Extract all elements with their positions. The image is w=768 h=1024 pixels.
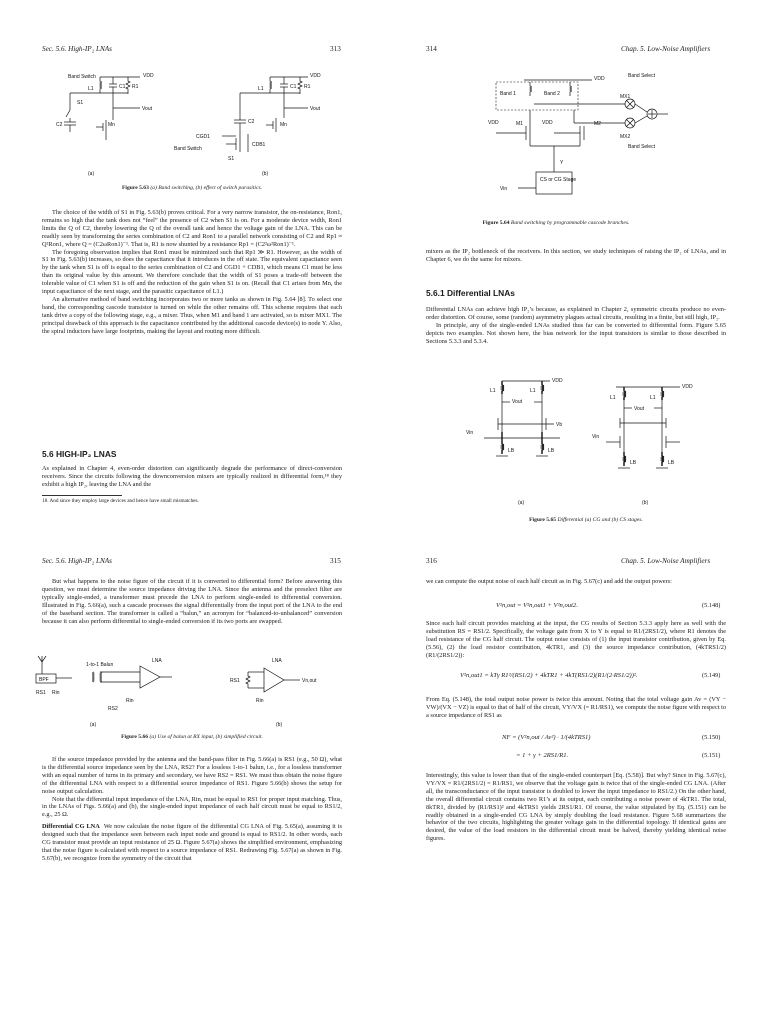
label-lb-a2: LB: [548, 448, 555, 454]
paragraph: Note that the differential input impedance of the LNA, Rin, must be equal to RS1 for proper input matching. Thus, in the LNAs of Figs. 5.66(a) and (b), the single-ended input impedance of each half circuit must be equal to RS1/2, e.g., 25 Ω.: [42, 795, 342, 819]
section-body: [426, 306, 726, 346]
label-band2: Band 2: [544, 91, 560, 97]
header-title: Chap. 5. Low-Noise Amplifiers: [621, 45, 711, 53]
caption-text: Band switching by programmable cascode branches.: [510, 220, 630, 226]
page-314: [384, 0, 768, 523]
label-band-select-bot: Band Select: [628, 144, 655, 150]
subsection-heading: Differential CG LNA: [42, 823, 100, 831]
figure-5-63-circuit: [0, 60, 384, 180]
subsection-text: We now calculate the noise figure of the differential CG LNA of Fig. 5.65(a), assuming it is designed such that the impedance seen between each input node and ground is equal to RS1/2. In other words, each CG transistor must provide an input resistance of 25 Ω. Figure 5.67(a) shows the simplified environment, emphasizing that the noise figure is calculated with respect to a source impedance of RS1. Redrawing Fig. 5.67(a) as shown in Fig. 5.67(b), we recognize from the symmetry of the circuit that: [42, 823, 342, 862]
body-text: [42, 209, 342, 336]
equation-number: (5.150): [702, 734, 721, 741]
running-header: [42, 557, 342, 565]
fig-a-label: (a): [88, 171, 95, 177]
label-mn-a: Mn: [108, 122, 115, 128]
header-title: Chap. 5. Low-Noise Amplifiers: [621, 557, 711, 565]
label-c2-a: C2: [56, 122, 63, 128]
label-mn-b: Mn: [280, 122, 287, 128]
figure-5-63-caption: [42, 185, 342, 191]
label-m2: M2: [594, 121, 601, 127]
label-l1-b: L1: [610, 395, 616, 401]
caption-text: (a) Use of balun at RX input, (b) simplified circuit.: [149, 734, 263, 740]
page-313: [0, 0, 384, 512]
figure-5-64-caption: [446, 220, 666, 226]
paragraph: Differential LNAs can achieve high IP₂’s because, as explained in Chapter 2, symmetric circuits produce no even-order distortion. Of course, some (random) asymmetry plagues actual circuits, resulting in a finite, but still high, IP₂.: [426, 306, 726, 321]
body-text-2: [42, 756, 342, 863]
figure-5-66-circuit: [0, 650, 384, 730]
label-balun: 1-to-1 Balun: [86, 662, 114, 668]
label-vb-a: Vb: [556, 422, 563, 428]
label-vdd-b: VDD: [310, 73, 321, 79]
fig-a-label: (a): [90, 722, 97, 728]
figure-5-64-circuit: [384, 60, 768, 210]
page-315: [0, 512, 384, 1024]
footnote-rule: [42, 495, 122, 496]
equation-5-148: V²n,out = V²n,out1 + V²n,out2.: [496, 602, 578, 609]
body-text-3: [426, 772, 726, 843]
label-lna-a: LNA: [152, 658, 162, 664]
label-lb-b: LB: [630, 460, 637, 466]
label-l1-b: L1: [258, 86, 264, 92]
figure-5-65-circuit: [384, 372, 768, 512]
page-number: 313: [330, 45, 341, 53]
caption-text: Differential (a) CG and (b) CS stages.: [557, 517, 643, 523]
label-vin: Vin: [500, 186, 508, 192]
equation-number: (5.148): [702, 602, 721, 609]
label-band1: Band 1: [500, 91, 516, 97]
section-body: [42, 465, 342, 489]
fig-b-label: (b): [642, 500, 649, 506]
equation-5-151: = 1 + γ + 2RS1/R1.: [516, 752, 569, 759]
label-vdd-b: VDD: [682, 384, 693, 390]
label-m1: M1: [516, 121, 523, 127]
label-rin-a: Rin: [126, 698, 134, 704]
intro-text: [426, 248, 726, 264]
label-band-select-top: Band Select: [628, 73, 655, 79]
label-s1-a: S1: [77, 100, 84, 106]
label-c2-b: C2: [248, 119, 255, 125]
label-y: Y: [560, 160, 564, 166]
body-text: [426, 620, 726, 660]
paragraph: But what happens to the noise figure of the circuit if it is converted to differential form? Before answering this question, we must determine the source impedance driving the LNA. Since the antenna and the preselect filter are typically single-ended, a transformer must precede the LNA to perform single-ended to differential conversion. Illustrated in Fig. 5.66(a), such a cascade processes the signal differentially from the input port of the LNA to the end of the baseband section. The transformer is called a “balun,” an acronym for “balanced-to-unbalanced” conversion because it can also perform differential to single-ended conversion if its two ports are swapped.: [42, 578, 342, 625]
fig-a-label: (a): [518, 500, 525, 506]
paragraph: From Eq. (5.148), the total output noise power is twice this amount. Noting that the total voltage gain Av = (VY − VW)/(VX − VZ) is equal to that of half of the circuit, VY/VX (= R1/RS1), we compute the noise figure with respect to a source impedance of RS1 as: [426, 696, 726, 719]
label-stage: CS or CG Stage: [540, 177, 577, 183]
label-vdd-left: VDD: [488, 120, 499, 126]
label-lna-b: LNA: [272, 658, 282, 664]
label-lb-a: LB: [508, 448, 515, 454]
label-bpf: BPF: [39, 677, 49, 683]
fig-b-label: (b): [276, 722, 283, 728]
equation-number: (5.149): [702, 672, 721, 679]
label-s1-b: S1: [228, 156, 235, 162]
paragraph: If the source impedance provided by the antenna and the band-pass filter in Fig. 5.66(a) is RS1 (e.g., 50 Ω), what is the differential source impedance seen by the LNA, RS2? For a lossless 1-to-1 balun, i.e., for a lossless transformer with an equal number of turns in its primary and secondary, we have RS2 = RS1. We must thus obtain the noise figure of the differential LNA with respect to a differential source impedance of RS1. Figure 5.66(b) shows the setup for noise output calculation.: [42, 756, 342, 795]
fig-b-label: (b): [262, 171, 269, 177]
label-band-switch: Band Switch: [68, 74, 96, 80]
paragraph: The foregoing observation implies that Ron1 must be minimized such that Rp1 ≫ R1. However, as the width of S1 in Fig. 5.63(b) increases, so does the capacitance that it introduces in the off state. The equivalent capacitance seen by the tank when S1 is off is equal to the series combination of C2 and CGD1 + CDB1, which means C1 must be less than its original value by this amount. We therefore conclude that the width of S1 poses a trade-off between the tolerable value of C1 when S1 is off and the reduction of the gain when S1 is on. (Recall that C1 arises from Mn, the input capacitance of the next stage, and the parasitic capacitance of L1.): [42, 248, 342, 296]
label-vdd-mid: VDD: [542, 120, 553, 126]
running-header: [42, 45, 342, 53]
paragraph: In principle, any of the single-ended LNAs studied thus far can be converted to differential form. Figure 5.65 depicts two examples. Not shown here, the bias network for the input transistors is similar to those described in Sections 5.3.3 and 5.3.4.: [426, 321, 726, 345]
label-rs1-b: RS1: [230, 678, 240, 684]
intro-text: [426, 578, 726, 586]
page-316: [384, 512, 768, 1024]
figure-5-66-caption: [62, 734, 322, 740]
label-rs2: RS2: [108, 706, 118, 712]
page-number: 314: [426, 45, 437, 53]
section-heading: 5.6.1 Differential LNAs: [426, 288, 515, 298]
equation-5-149: V²n,out1 = kTγ R1²/(RS1/2) + 4kTR1 + 4kT(RS1/2)(R1/(2·RS1/2))².: [460, 672, 638, 679]
paragraph: The choice of the width of S1 in Fig. 5.63(b) proves critical. For a very narrow transistor, the on-resistance, Ron1, remains so high that the tank does not “feel” the presence of C2 when S1 is on. For a moderate device width, Ron1 limits the Q of C2, thereby lowering the Q of the overall tank and hence the voltage gain of the LNA. This can be readily seen by transforming the series combination of C2 and Ron1 to a parallel network consisting of C2 and Rp1 ≈ Q²Ron1, where Q = (C2ωRon1)⁻¹. That is, R1 is now shunted by a resistance Rp1 = (C2²ω²Ron1)⁻¹.: [42, 209, 342, 248]
label-lb-b2: LB: [668, 460, 675, 466]
label-l1-b2: L1: [650, 395, 656, 401]
caption-label: Figure 5.63: [121, 185, 149, 191]
label-vout-b: Vout: [310, 106, 321, 112]
label-band-switch-b: Band Switch: [174, 146, 202, 152]
label-vdd-a: VDD: [143, 73, 154, 79]
caption-label: Figure 5.65: [529, 517, 557, 523]
section-heading: 5.6 HIGH-IP₂ LNAS: [42, 449, 117, 459]
paragraph: Interestingly, this value is lower than that of the single-ended counterpart [Eq. (5.58)]. But why? Since in Fig. 5.67(c), VY/VX = R1/(2RS1/2) = R1/RS1, we observe that the voltage gain is twice that of the single-ended CG LNA. (After all, the transconductance of the input transistor is doubled to lower the input impedance to RS1/2.) On the other hand, the overall differential circuit contains two R1’s at its output, each contributing a noise power of 4kTR1. The total, 8kTR1, divided by (R1/RS1)² and 4kTRS1 yields 2RS1/R1. Of course, the value stipulated by Eq. (5.151) can be readily obtained in a single-ended CG LNA by simply doubling the load resistance. Figure 5.68 summarizes the behavior of the two circuits, highlighting the greater voltage gain in the differential topology. If identical gains are desired, the value of the load resistors in the differential circuit must be halved, thereby yielding identical noise figures.: [426, 772, 726, 843]
label-l1-a: L1: [88, 86, 94, 92]
label-rin-b: Rin: [256, 698, 264, 704]
equation-number: (5.151): [702, 752, 721, 759]
footnote: 18. And since they employ large devices and hence have small mismatches.: [42, 498, 199, 504]
label-c1-a: C1: [119, 84, 126, 90]
label-mx1: MX1: [620, 94, 631, 100]
label-c1-b: C1: [290, 84, 297, 90]
label-rin: Rin: [52, 690, 60, 696]
label-vin-a: Vin: [466, 430, 474, 436]
label-l1-a: L1: [490, 388, 496, 394]
equation-5-150: NF = (V²n,out / Av²) · 1/(4kTRS1): [502, 734, 591, 741]
label-r1-a: R1: [132, 84, 139, 90]
label-mx2: MX2: [620, 134, 631, 140]
caption-label: Figure 5.66: [121, 734, 149, 740]
label-vdd-top: VDD: [594, 76, 605, 82]
page-number: 316: [426, 557, 437, 565]
label-cdb1: CDB1: [252, 142, 266, 148]
paragraph: Since each half circuit provides matching at the input, the CG results of Section 5.3.3 apply here as well with the substitution RS = RS1/2. Specifically, the voltage gain from X to Y is equal to R1/(2RS1/2), where R1 denotes the load resistance of the CG half circuit. The output noise consists of (1) the input transistor contribution, given by Eq. (5.56), (2) the load resistor contribution, 4kTR1, and (3) the source impedance contribution, (4kTRS1/2)(R1/(2RS1/2)):: [426, 620, 726, 659]
label-vout-b: Vout: [634, 406, 645, 412]
label-vnout: Vn,out: [302, 678, 317, 684]
body-text: [42, 578, 342, 625]
label-vdd-a: VDD: [552, 378, 563, 384]
label-vin-b: Vin: [592, 434, 600, 440]
caption-text: (a) Band switching, (b) effect of switch parasitics.: [150, 185, 263, 191]
header-title: Sec. 5.6. High-IP₂ LNAs: [42, 557, 112, 565]
label-vout-a: Vout: [142, 106, 153, 112]
label-rs1: RS1: [36, 690, 46, 696]
paragraph: mixers as the IP₂ bottleneck of the receivers. In this section, we study techniques of raising the IP₂ of LNAs, and in Chapter 6, we do the same for mixers.: [426, 248, 726, 263]
subsection-paragraph: [42, 823, 342, 863]
label-cgd1: CGD1: [196, 134, 210, 140]
paragraph: we can compute the output noise of each half circuit as in Fig. 5.67(c) and add the output powers:: [426, 578, 672, 585]
paragraph: As explained in Chapter 4, even-order distortion can significantly degrade the performance of direct-conversion receivers. Since the circuits following the downconversion mixers are typically realized in differential form,¹⁸ they exhibit a high IP₂, leaving the LNA and the: [42, 465, 342, 488]
caption-label: Figure 5.64: [482, 220, 510, 226]
label-r1-b: R1: [304, 84, 311, 90]
header-title: Sec. 5.6. High-IP₂ LNAs: [42, 45, 112, 53]
label-vout-a: Vout: [512, 399, 523, 405]
label-l1-a2: L1: [530, 388, 536, 394]
page-number: 315: [330, 557, 341, 565]
paragraph: An alternative method of band switching incorporates two or more tanks as shown in Fig. 5.64 [8]. To select one band, the corresponding cascode transistor is turned on while the other remains off. This scheme requires that each tank drive a copy of the following stage, e.g., a mixer. Thus, when M1 and band 1 are activated, so is mixer MX1. The principal drawback of this approach is the capacitance contributed by the additional cascode device(s) to node Y. Also, the spiral inductors have large footprints, making the layout and routing more difficult.: [42, 295, 342, 335]
body-text-2: [426, 696, 726, 720]
